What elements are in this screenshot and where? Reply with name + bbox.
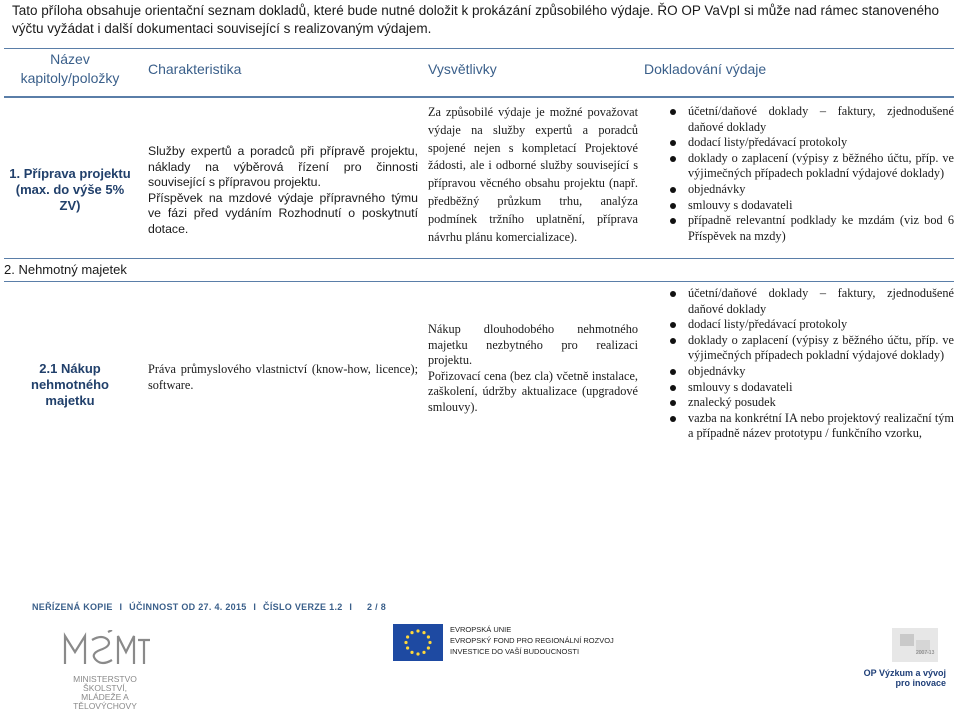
header-characteristics: Charakteristika <box>148 61 242 77</box>
document-footer <box>32 602 390 612</box>
list-item: vazba na konkrétní IA nebo projektový realizační tým a případně název prototypu / funkčního vzorku, <box>660 411 954 442</box>
row-label-line-1: 2.1 Nákup nehmotného <box>31 361 109 392</box>
footer-version: ČÍSLO VERZE 1.2 <box>263 602 343 612</box>
msmt-logo-mark <box>60 630 150 666</box>
msmt-logo <box>60 630 150 711</box>
explanation-text: Pořizovací cena (bez cla) včetně instalace, zaškolení, údržby aktualizace (upgradové smlouvy). <box>428 368 638 414</box>
op-logo-line-1: OP Výzkum a vývoj <box>863 668 946 678</box>
list-item: účetní/daňové doklady – faktury, zjednodušené daňové doklady <box>660 104 954 135</box>
characteristic-text: Služby expertů a poradců při přípravě projektu, náklady na výběrová řízení pro činnosti související s přípravou projektu. <box>148 144 418 190</box>
list-item: smlouvy s dodavateli <box>660 198 954 214</box>
msmt-logo-line-2: MLÁDEŽE A TĚLOVÝCHOVY <box>73 692 137 711</box>
list-item: objednávky <box>660 182 954 198</box>
explanation-text: Nákup dlouhodobého nehmotného majetku nezbytného pro realizaci projektu. <box>428 322 638 368</box>
eu-text-line-3: INVESTICE DO VAŠÍ BUDOUCNOSTI <box>450 647 580 656</box>
explanation-cell <box>428 322 638 416</box>
list-item: případně relevantní podklady ke mzdám (viz bod 6 Příspěvek na mzdy) <box>660 213 954 244</box>
footer-separator: I <box>119 602 123 612</box>
header-name <box>4 50 136 88</box>
list-item: doklady o zaplacení (výpisy z běžného účtu, příp. ve výjimečných případech pokladní výdajové doklady) <box>660 151 954 182</box>
intro-line-1: Tato příloha obsahuje orientační seznam dokladů, které bude nutné doložit k prokázání způsobilého výdaje. ŘO OP VaVpI si může nad rámec stanoveného <box>12 3 940 18</box>
table-top-rule <box>4 48 954 49</box>
op-years: 2007-13 <box>916 650 935 656</box>
characteristic-text: Práva průmyslového vlastnictví (know-how, licence); software. <box>148 362 418 392</box>
list-item: doklady o zaplacení (výpisy z běžného účtu, příp. ve výjimečných případech pokladní výdajové doklady) <box>660 333 954 364</box>
msmt-logo-text <box>60 675 150 711</box>
eu-text-line-1: EVROPSKÁ UNIE <box>450 625 512 634</box>
eu-funding-text <box>450 624 614 657</box>
row-separator <box>4 281 954 282</box>
eu-text-line-2: EVROPSKÝ FOND PRO REGIONÁLNÍ ROZVOJ <box>450 636 614 645</box>
footer-separator: I <box>253 602 257 612</box>
intro-text <box>12 2 952 38</box>
explanation-cell <box>428 104 638 246</box>
intro-line-2: výčtu vyžádat i další dokumentaci související s realizovaným výdajem. <box>12 21 432 36</box>
list-item: objednávky <box>660 364 954 380</box>
list-item: dodací listy/předávací protokoly <box>660 135 954 151</box>
list-item: znalecký posudek <box>660 395 954 411</box>
header-bottom-rule <box>4 96 954 98</box>
list-item: dodací listy/předávací protokoly <box>660 317 954 333</box>
documentation-list <box>660 104 954 244</box>
op-vavpi-logo <box>830 622 950 692</box>
documentation-list <box>660 286 954 442</box>
row-label-line-2: majetku <box>45 393 95 408</box>
characteristic-cell <box>148 362 418 393</box>
footer-status: NEŘÍZENÁ KOPIE <box>32 602 113 612</box>
row-label-project-preparation <box>4 166 136 214</box>
header-documentation: Dokladování výdaje <box>644 61 767 77</box>
row-label-line-2: (max. do výše 5% ZV) <box>15 182 125 213</box>
section-label-intangible-assets: 2. Nehmotný majetek <box>4 262 127 277</box>
header-name-line-2: kapitoly/položky <box>20 70 120 86</box>
header-name-line-1: Název <box>50 51 90 67</box>
row-separator <box>4 258 954 259</box>
op-logo-text <box>840 668 946 688</box>
eu-stars-icon <box>393 624 443 661</box>
characteristic-cell <box>148 144 418 238</box>
footer-separator: I <box>349 602 353 612</box>
footer-page-number: 2 / 8 <box>367 602 387 612</box>
footer-validity: ÚČINNOST OD 27. 4. 2015 <box>129 602 247 612</box>
header-explanations: Vysvětlivky <box>428 61 497 77</box>
row-label-intangible-purchase <box>4 361 136 409</box>
characteristic-text: Příspěvek na mzdové výdaje přípravného týmu ve fázi před vydáním Rozhodnutí o poskytnutí dotace. <box>148 190 418 236</box>
list-item: smlouvy s dodavateli <box>660 380 954 396</box>
row-label-line-1: 1. Příprava projektu <box>9 166 131 181</box>
op-logo-line-2: pro inovace <box>895 678 946 688</box>
explanation-text: Za způsobilé výdaje je možné považovat výdaje na služby expertů a poradců spojené nejen s kompletací Projektové žádosti, ale i odborné služby související s přípravou věcného obsahu projektu (např. předběžný průzkum trhu, analýza podmínek tržního uplatnění, příprava návrhu plánu komercializace). <box>428 105 638 244</box>
op-vavpi-logo-mark <box>830 622 950 666</box>
list-item: účetní/daňové doklady – faktury, zjednodušené daňové doklady <box>660 286 954 317</box>
msmt-logo-line-1: MINISTERSTVO ŠKOLSTVÍ, <box>73 674 137 693</box>
eu-flag-icon <box>393 624 443 661</box>
